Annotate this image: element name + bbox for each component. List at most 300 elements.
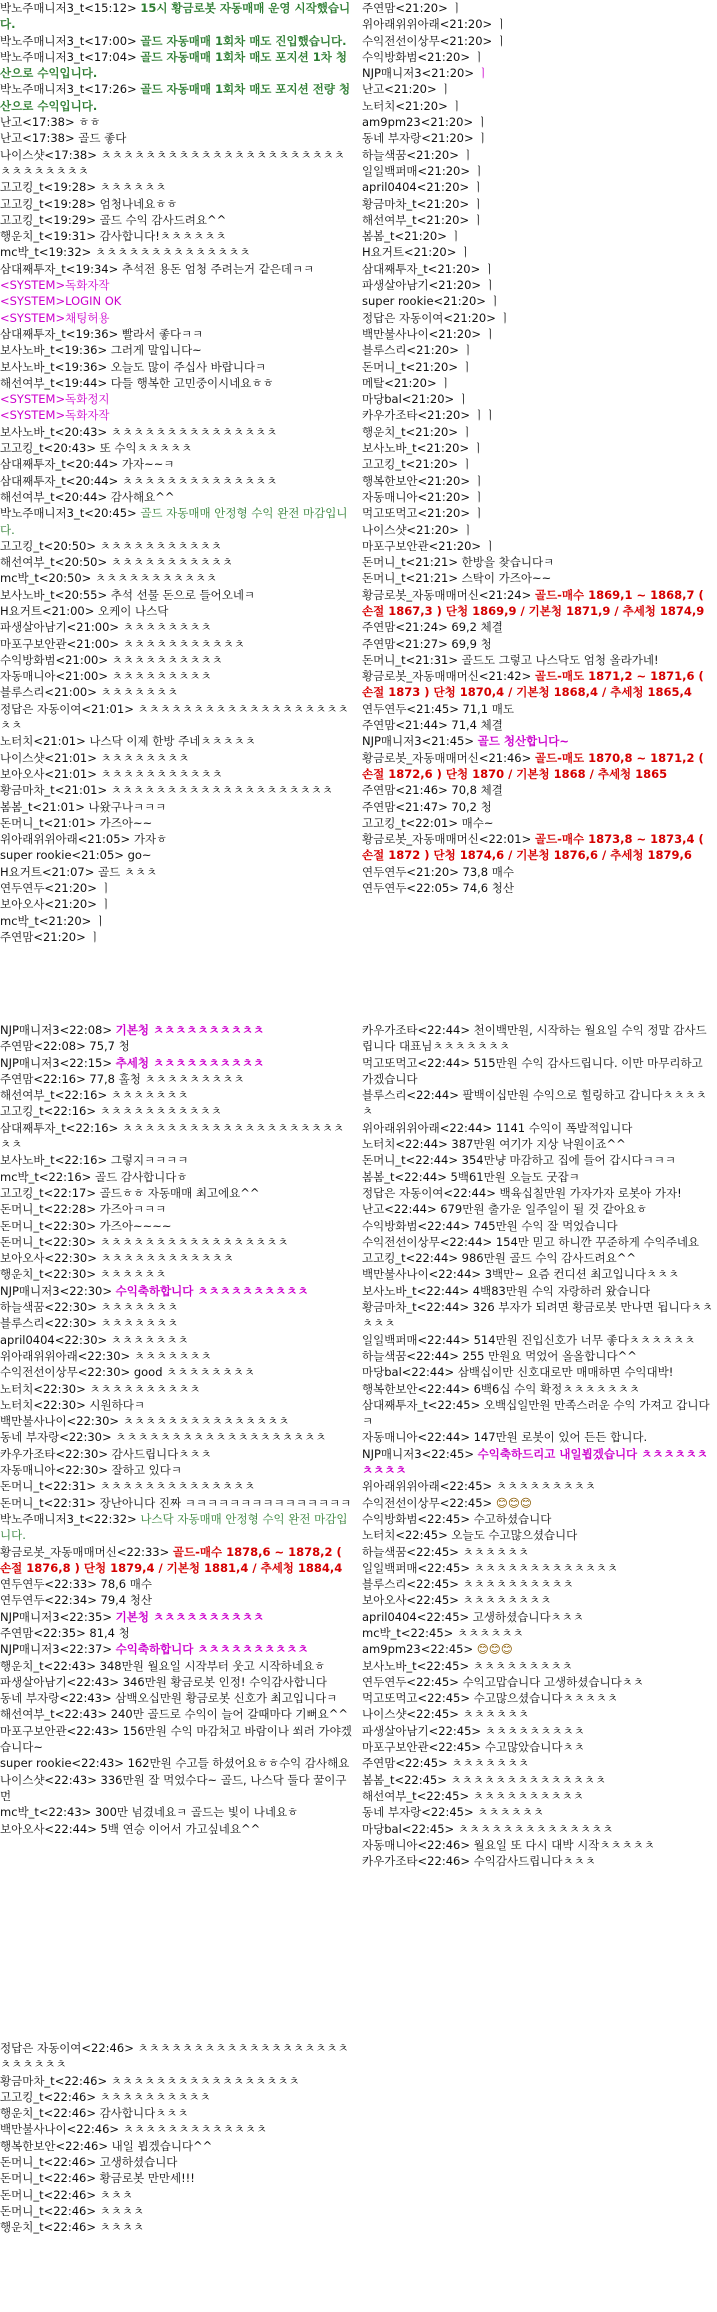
message-sender: 수익방화범<22:44> 745만원 수익 잘 먹었습니다 xyxy=(362,1218,618,1233)
chat-message xyxy=(362,98,714,114)
message-sender: 돈머니_t<21:01> 가즈아~~ xyxy=(0,815,153,830)
message-sender: 난고<21:20> ㅣ xyxy=(362,82,452,97)
message-sender: 돈머니_t<22:46> ㅊㅊㅊㅊ xyxy=(0,2203,145,2218)
chat-message xyxy=(0,1022,352,1038)
message-sender: 수익전선이상무<21:20> ㅣ xyxy=(362,33,507,48)
message-sender: 노터치<22:44> 387만원 여기가 지상 낙원이죠^^ xyxy=(362,1137,626,1152)
message-sender: 나이스샷<22:45> ㅊㅊㅊㅊㅊㅊ xyxy=(362,1707,530,1722)
chat-message xyxy=(0,1087,352,1103)
message-sender: 나이스샷<17:38> ㅊㅊㅊㅊㅊㅊㅊㅊㅊㅊㅊㅊㅊㅊㅊㅊㅊㅊㅊㅊㅊㅊㅊㅊㅊㅊㅊㅊㅊㅊ xyxy=(0,147,345,178)
message-sender: 나이스샷<21:01> ㅊㅊㅊㅊㅊㅊㅊㅊ xyxy=(0,750,190,765)
chat-message xyxy=(362,1478,714,1494)
chat-message xyxy=(0,1364,352,1380)
message-sender: 돈머니_t<22:31> ㅊㅊㅊㅊㅊㅊㅊㅊㅊㅊㅊㅊㅊㅊ xyxy=(0,1479,256,1494)
message-sender: 연두연두<21:45> 71,1 매도 xyxy=(362,701,514,716)
message-sender: 고고킹_t<19:29> 골드 수익 감사드려요^^ xyxy=(0,212,227,227)
message-sender: 마당bal<22:45> ㅊㅊㅊㅊㅊㅊㅊㅊㅊㅊㅊㅊㅊㅊ xyxy=(362,1821,614,1836)
chat-message xyxy=(362,880,714,896)
chat-message xyxy=(362,1364,714,1380)
chat-message xyxy=(0,1804,352,1820)
message-sender: mc박_t<22:16> 골드 감사합니다ㅎ xyxy=(0,1169,188,1184)
chat-message xyxy=(0,2187,352,2203)
chat-message xyxy=(0,1625,352,1641)
chat-message xyxy=(362,130,714,146)
chat-message xyxy=(362,244,714,260)
message-text: 골드-매수 1869,1 ~ 1868,7 ( 손절 1867,3 ) 단청 1869,9 / 기본청 1871,9 / 추세청 1874,9 xyxy=(362,587,708,618)
chat-message xyxy=(0,0,352,33)
message-sender: april0404<22:45> 고생하셨습니다ㅊㅊㅊ xyxy=(362,1609,584,1624)
message-text: 수익축하합니다 ㅊㅊㅊㅊㅊㅊㅊㅊㅊㅊ xyxy=(115,1642,309,1657)
message-sender: 고고킹_t<19:28> 엄청나네요ㅎㅎ xyxy=(0,196,178,211)
message-sender: 연두연두<22:34> 79,4 청산 xyxy=(0,1593,152,1608)
chat-message xyxy=(0,1544,352,1577)
message-sender: 연두연두<21:20> 73,8 매수 xyxy=(362,864,514,879)
message-sender: 난고<17:38> 골드 좋다 xyxy=(0,131,127,146)
message-sender: 해선여부_t<22:45> ㅊㅊㅊㅊㅊㅊㅊㅊㅊㅊ xyxy=(362,1788,584,1803)
chat-message xyxy=(362,1804,714,1820)
message-sender: 먹고또먹고<21:20> ㅣ xyxy=(362,506,485,521)
message-sender: 일일백퍼매<21:20> ㅣ xyxy=(362,163,485,178)
chat-message xyxy=(362,277,714,293)
message-sender: 연두연두<22:05> 74,6 청산 xyxy=(362,881,514,896)
chat-message xyxy=(362,391,714,407)
message-sender: 위아래위위아래<22:45> ㅊㅊㅊㅊㅊㅊㅊㅊㅊ xyxy=(362,1479,596,1494)
chat-message xyxy=(0,1706,352,1722)
message-sender: 노터치<22:30> 시원하다ㅋ xyxy=(0,1397,145,1412)
chat-message xyxy=(362,538,714,554)
chat-message xyxy=(0,2105,352,2121)
message-sender: 고고킹_t<22:46> ㅊㅊㅊㅊㅊㅊㅊㅊㅊㅊ xyxy=(0,2089,211,2104)
message-sender: mc박_t<19:32> ㅊㅊㅊㅊㅊㅊㅊㅊㅊㅊㅊㅊㅊㅊ xyxy=(0,245,251,260)
message-sender: <SYSTEM>채팅허용 xyxy=(0,310,110,325)
message-sender: 보아오사<21:01> ㅊㅊㅊㅊㅊㅊㅊㅊㅊㅊㅊ xyxy=(0,766,223,781)
message-sender: 노터치<21:20> ㅣ xyxy=(362,98,463,113)
chat-message xyxy=(362,147,714,163)
chat-message xyxy=(362,733,714,749)
message-sender: 고고킹_t<19:28> ㅊㅊㅊㅊㅊㅊ xyxy=(0,180,167,195)
message-sender: 먹고또먹고<22:44> 515만원 수익 감사드립니다. 이만 마무리하고 가겠습니다 xyxy=(362,1055,707,1086)
chat-message xyxy=(0,1755,352,1771)
message-sender: 행운치_t<22:46> ㅊㅊㅊㅊ xyxy=(0,2220,145,2235)
message-sender: H요거트<21:20> ㅣ xyxy=(362,245,472,260)
chat-message xyxy=(0,440,352,456)
chat-message xyxy=(0,799,352,815)
chat-log-5 xyxy=(0,2040,352,2236)
chat-message xyxy=(0,1609,352,1625)
message-sender: 박노주매니저3_t<17:04> xyxy=(0,49,141,64)
message-sender: 주연맘<21:20> ㅣ xyxy=(362,1,463,15)
chat-message xyxy=(362,1837,714,1853)
chat-message xyxy=(362,1201,714,1217)
message-sender: 보사노바_t<22:44> 4백83만원 수익 자랑하러 왔습니다 xyxy=(362,1283,651,1298)
message-sender: 황금로봇_자동매매머신<22:33> xyxy=(0,1544,173,1559)
message-sender: 보사노바_t<22:45> ㅊㅊㅊㅊㅊㅊㅊㅊㅊ xyxy=(362,1658,573,1673)
message-sender: 돈머니_t<21:20> ㅣ xyxy=(362,359,473,374)
chat-message xyxy=(362,505,714,521)
message-sender: 돈머니_t<22:30> 가즈아~~~~ xyxy=(0,1218,172,1233)
message-sender: 정답은 자동이여<22:44> 백육십칠만원 가자가자 로봇아 가자! xyxy=(362,1185,682,1200)
message-sender: 황금마차_t<22:46> ㅊㅊㅊㅊㅊㅊㅊㅊㅊㅊㅊㅊㅊㅊㅊㅊㅊ xyxy=(0,2073,300,2088)
chat-message xyxy=(0,1169,352,1185)
chat-message xyxy=(362,114,714,130)
message-sender: 백만불사나이<22:46> ㅊㅊㅊㅊㅊㅊㅊㅊㅊㅊㅊㅊㅊ xyxy=(0,2122,268,2137)
message-sender: 봄봄_t<21:20> ㅣ xyxy=(362,229,462,244)
message-sender: 자동매니아<21:00> ㅊㅊㅊㅊㅊㅊㅊㅊㅊ xyxy=(0,669,212,684)
chat-message xyxy=(0,831,352,847)
chat-message xyxy=(362,782,714,798)
chat-message xyxy=(0,929,352,945)
message-sender: 자동매니아<21:20> ㅣ xyxy=(362,489,485,504)
message-sender: 주연맘<21:24> 69,2 체결 xyxy=(362,620,503,635)
chat-message xyxy=(362,1185,714,1201)
chat-message xyxy=(0,1413,352,1429)
message-sender: 난고<22:44> 679만원 출가운 일주일이 될 것 같아요ㅎ xyxy=(362,1202,648,1217)
chat-message xyxy=(362,750,714,783)
message-sender: 박노주매니저3_t<15:12> xyxy=(0,1,141,15)
chat-message xyxy=(0,1218,352,1234)
chat-message xyxy=(362,815,714,831)
message-sender: NJP매니저3<22:45> xyxy=(362,1446,478,1461)
chat-message xyxy=(362,652,714,668)
message-sender: 황금마차_t<21:01> ㅊㅊㅊㅊㅊㅊㅊㅊㅊㅊㅊㅊㅊㅊㅊㅊㅊㅊㅊㅊ xyxy=(0,783,333,798)
message-sender: <SYSTEM>LOGIN OK xyxy=(0,294,122,309)
chat-message xyxy=(362,1641,714,1657)
chat-message xyxy=(362,587,714,620)
chat-message xyxy=(362,473,714,489)
message-sender: 보사노바_t<22:16> 그렇지ㅋㅋㅋㅋ xyxy=(0,1153,189,1168)
message-sender: NJP매니저3<21:20> xyxy=(362,66,478,81)
message-sender: 보사노바_t<20:43> ㅊㅊㅊㅊㅊㅊㅊㅊㅊㅊㅊㅊㅊㅊㅊ xyxy=(0,424,278,439)
message-sender: 보사노바_t<20:55> 추석 선물 돈으로 들어오네ㅋ xyxy=(0,587,256,602)
message-sender: 카우가조타<22:30> 감사드립니다ㅊㅊㅊ xyxy=(0,1446,212,1461)
chat-message xyxy=(0,424,352,440)
chat-message xyxy=(0,1332,352,1348)
message-sender: 파생살아남기<21:00> ㅊㅊㅊㅊㅊㅊㅊㅊ xyxy=(0,620,212,635)
chat-message xyxy=(362,261,714,277)
message-sender: 마당bal<21:20> ㅣ xyxy=(362,392,469,407)
message-sender: 블루스리<21:20> ㅣ xyxy=(362,343,474,358)
chat-message xyxy=(0,668,352,684)
message-sender: 고고킹_t<22:44> 986만원 골드 수익 감사드려요^^ xyxy=(362,1251,637,1266)
chat-message xyxy=(362,407,714,423)
message-sender: 보아오사<21:20> ㅣ xyxy=(0,897,112,912)
chat-message xyxy=(362,1723,714,1739)
chat-log-2 xyxy=(362,0,714,896)
message-sender: 주연맘<22:35> 81,4 청 xyxy=(0,1625,130,1640)
message-sender: 위아래위위아래<22:30> ㅊㅊㅊㅊㅊㅊㅊ xyxy=(0,1348,212,1363)
chat-message xyxy=(362,864,714,880)
message-sender: 행운치_t<22:43> 348만원 월요일 시작부터 웃고 시작하네요ㅎ xyxy=(0,1658,326,1673)
chat-message xyxy=(0,391,352,407)
chat-message xyxy=(0,2219,352,2235)
message-text: 골드-매도 1870,8 ~ 1871,2 ( 손절 1872,6 ) 단청 1870 / 기본청 1868 / 추세청 1865 xyxy=(362,750,708,781)
message-sender: 마포구보안관<21:00> ㅊㅊㅊㅊㅊㅊㅊㅊㅊㅊㅊ xyxy=(0,636,245,651)
message-sender: 황금로봇_자동매매머신<21:46> xyxy=(362,750,535,765)
chat-message xyxy=(362,228,714,244)
chat-message xyxy=(0,636,352,652)
message-sender: 주연맘<21:27> 69,9 청 xyxy=(362,636,492,651)
message-sender: 일일백퍼매<22:44> 514만원 진입신호가 너무 좋다ㅊㅊㅊㅊㅊㅊ xyxy=(362,1332,696,1347)
chat-message xyxy=(0,196,352,212)
chat-message xyxy=(0,750,352,766)
chat-message xyxy=(0,1641,352,1657)
message-sender: 삼대째투자_t<20:44> 가자~~ㅋ xyxy=(0,457,175,472)
message-sender: 고고킹_t<20:50> ㅊㅊㅊㅊㅊㅊㅊㅊㅊㅊㅊ xyxy=(0,538,222,553)
message-sender: 정답은 자동이여<21:01> ㅊㅊㅊㅊㅊㅊㅊㅊㅊㅊㅊㅊㅊㅊㅊㅊㅊㅊㅊㅊㅊ xyxy=(0,701,349,733)
chat-message xyxy=(362,65,714,81)
chat-message xyxy=(362,831,714,864)
message-sender: april0404<22:30> ㅊㅊㅊㅊㅊㅊㅊ xyxy=(0,1332,189,1347)
chat-message xyxy=(362,375,714,391)
message-sender: 고고킹_t<21:20> ㅣ xyxy=(362,457,473,472)
chat-message xyxy=(362,342,714,358)
chat-message xyxy=(0,359,352,375)
chat-message xyxy=(0,1495,352,1511)
message-text: 기본청 ㅊㅊㅊㅊㅊㅊㅊㅊㅊㅊ xyxy=(115,1609,265,1624)
chat-message xyxy=(362,33,714,49)
message-sender: <SYSTEM>독화정지 xyxy=(0,392,110,407)
message-sender: 주연맘<22:16> 77,8 홀청 ㅊㅊㅊㅊㅊㅊㅊㅊㅊ xyxy=(0,1071,245,1086)
message-sender: 블루스리<22:45> ㅊㅊㅊㅊㅊㅊㅊㅊㅊㅊ xyxy=(362,1577,574,1592)
message-sender: 돈머니_t<22:31> 장난아니다 진짜 ㅋㅋㅋㅋㅋㅋㅋㅋㅋㅋㅋㅋㅋㅋㅋ xyxy=(0,1495,352,1510)
chat-message xyxy=(362,1381,714,1397)
message-sender: 삼대째투자_t<22:16> ㅊㅊㅊㅊㅊㅊㅊㅊㅊㅊㅊㅊㅊㅊㅊㅊㅊㅊㅊㅊㅊㅊ xyxy=(0,1120,345,1152)
chat-message xyxy=(0,1038,352,1054)
chat-message xyxy=(362,179,714,195)
chat-message xyxy=(362,456,714,472)
chat-message xyxy=(0,2170,352,2186)
chat-message xyxy=(362,0,714,16)
chat-message xyxy=(0,587,352,603)
chat-message xyxy=(0,1234,352,1250)
chat-message xyxy=(0,815,352,831)
message-sender: mc박_t<22:45> ㅊㅊㅊㅊㅊㅊ xyxy=(362,1625,524,1640)
chat-message xyxy=(0,244,352,260)
chat-message xyxy=(362,1658,714,1674)
message-sender: 수익전선이상무<22:45> xyxy=(362,1495,496,1510)
chat-message xyxy=(0,2203,352,2219)
message-sender: 일일백퍼매<22:45> ㅊㅊㅊㅊㅊㅊㅊㅊㅊㅊㅊㅊㅊ xyxy=(362,1560,619,1575)
message-sender: 돈머니_t<21:31> 골드도 그렇고 나스닥도 엄청 올라가네! xyxy=(362,652,659,667)
chat-message xyxy=(0,293,352,309)
message-sender: 해선여부_t<21:20> ㅣ xyxy=(362,212,484,227)
message-sender: <SYSTEM>독화자작 xyxy=(0,408,110,423)
chat-message xyxy=(362,1544,714,1560)
message-sender: 황금마차_t<21:20> ㅣ xyxy=(362,196,484,211)
message-sender: 수익방화범<21:20> ㅣ xyxy=(362,49,485,64)
message-text: 골드 자동매매 1회차 매도 포지션 전량 청산으로 수익입니다. xyxy=(0,82,351,113)
chat-message xyxy=(362,359,714,375)
chat-log-1 xyxy=(0,0,352,945)
chat-message xyxy=(362,81,714,97)
chat-message xyxy=(0,1299,352,1315)
message-sender: 보아오사<22:30> ㅊㅊㅊㅊㅊㅊㅊㅊㅊㅊㅊㅊ xyxy=(0,1251,234,1266)
message-sender: 박노주매니저3_t<17:26> xyxy=(0,82,141,97)
message-sender: 황금로봇_자동매매머신<21:24> xyxy=(362,587,535,602)
message-sender: NJP매니저3<22:35> xyxy=(0,1609,116,1624)
chat-message xyxy=(0,473,352,489)
chat-message xyxy=(362,196,714,212)
chat-message xyxy=(0,1315,352,1331)
chat-message xyxy=(0,1429,352,1445)
chat-message xyxy=(362,1332,714,1348)
chat-message xyxy=(0,1266,352,1282)
message-sender: 보사노바_t<19:36> 오늘도 많이 주십사 바랍니다ㅋ xyxy=(0,359,267,374)
message-sender: NJP매니저3<21:45> xyxy=(362,734,478,749)
message-sender: NJP매니저3<22:37> xyxy=(0,1642,116,1657)
message-sender: 고고킹_t<22:01> 매수~ xyxy=(362,815,494,830)
chat-message xyxy=(0,880,352,896)
message-sender: 고고킹_t<22:17> 골드ㅎㅎ 자동매매 최고에요^^ xyxy=(0,1185,260,1200)
message-sender: 행운치_t<22:30> ㅊㅊㅊㅊㅊㅊ xyxy=(0,1267,167,1282)
message-sender: 카우가조타<21:20> ㅣㅣ xyxy=(362,408,496,423)
chat-message xyxy=(0,2073,352,2089)
message-sender: 블루스리<22:30> ㅊㅊㅊㅊㅊㅊㅊ xyxy=(0,1316,179,1331)
message-sender: 행운치_t<21:20> ㅣ xyxy=(362,424,473,439)
message-sender: 메탈<21:20> ㅣ xyxy=(362,375,452,390)
chat-message xyxy=(362,310,714,326)
message-sender: 파생살아남기<22:45> ㅊㅊㅊㅊㅊㅊㅊㅊㅊ xyxy=(362,1723,585,1738)
message-sender: 삼대째투자_t<21:20> ㅣ xyxy=(362,261,495,276)
message-sender: 카우가조타<22:44> 천이백만원, 시작하는 월요일 수익 정말 감사드립니다 대표님ㅊㅊㅊㅊㅊㅊㅊ xyxy=(362,1023,707,1054)
chat-message xyxy=(0,375,352,391)
message-sender: 하늘색꿈<21:20> ㅣ xyxy=(362,147,474,162)
chat-message xyxy=(0,538,352,554)
message-sender: 고고킹_t<20:43> 또 수익ㅊㅊㅊㅊㅊ xyxy=(0,441,193,456)
message-sender: 돈머니_t<22:46> ㅊㅊㅊ xyxy=(0,2187,133,2202)
chat-message xyxy=(362,1234,714,1250)
message-sender: 나이스샷<21:20> ㅣ xyxy=(362,522,474,537)
chat-message xyxy=(0,1120,352,1153)
chat-message xyxy=(362,440,714,456)
chat-message xyxy=(362,1592,714,1608)
message-sender: 봄봄_t<22:44> 5백61만원 오늘도 굿잡ㅋ xyxy=(362,1169,580,1184)
chat-message xyxy=(0,603,352,619)
message-sender: 주연맘<21:46> 70,8 체결 xyxy=(362,783,503,798)
chat-message xyxy=(362,1397,714,1430)
chat-message xyxy=(0,896,352,912)
message-sender: 연두연두<22:45> 수익고맙습니다 고생하셨습니다ㅊㅊ xyxy=(362,1674,644,1689)
chat-message xyxy=(362,1511,714,1527)
message-sender: 삼대째투자_t<22:45> 오백십일만원 만족스러운 수익 가져고 갑니다ㅋ xyxy=(362,1397,710,1429)
chat-message xyxy=(362,1690,714,1706)
message-sender: 보사노바_t<19:36> 그러게 말입니다~ xyxy=(0,343,202,358)
message-sender: 행복한보안<21:20> ㅣ xyxy=(362,473,485,488)
chat-message xyxy=(362,1152,714,1168)
chat-message xyxy=(0,1690,352,1706)
message-sender: 황금로봇_자동매매머신<22:01> xyxy=(362,832,535,847)
message-sender: mc박_t<22:43> 300만 넘겼네요ㅋ 골드는 빛이 나네요ㅎ xyxy=(0,1805,299,1820)
message-sender: 마당bal<22:44> 삼백십이만 신호대로만 매매하면 수익대박! xyxy=(362,1365,674,1380)
chat-message xyxy=(0,1446,352,1462)
chat-message xyxy=(362,16,714,32)
message-sender: 파생살아남기<22:43> 346만원 황금로봇 인정! 수익감사합니다 xyxy=(0,1674,327,1689)
chat-log-3 xyxy=(0,1022,352,1837)
message-sender: super rookie<21:20> ㅣ xyxy=(362,294,501,309)
chat-message xyxy=(0,277,352,293)
message-sender: 노터치<22:30> ㅊㅊㅊㅊㅊㅊㅊㅊㅊㅊ xyxy=(0,1381,201,1396)
chat-message xyxy=(362,1821,714,1837)
chat-message xyxy=(0,2121,352,2137)
chat-message xyxy=(0,733,352,749)
message-sender: 돈머니_t<22:30> ㅊㅊㅊㅊㅊㅊㅊㅊㅊㅊㅊㅊㅊㅊㅊㅊㅊ xyxy=(0,1234,289,1249)
chat-message xyxy=(362,1772,714,1788)
chat-message xyxy=(0,310,352,326)
chat-message xyxy=(0,2089,352,2105)
message-sender: 마포구보안관<21:20> ㅣ xyxy=(362,538,496,553)
message-sender: NJP매니저3<22:15> xyxy=(0,1055,116,1070)
message-text: 수익축하합니다 ㅊㅊㅊㅊㅊㅊㅊㅊㅊㅊ xyxy=(115,1283,309,1298)
chat-message xyxy=(362,1266,714,1282)
message-sender: 보아오사<22:45> ㅊㅊㅊㅊㅊㅊㅊㅊ xyxy=(362,1593,552,1608)
chat-message xyxy=(362,1022,714,1055)
chat-message xyxy=(0,1511,352,1544)
chat-message xyxy=(362,717,714,733)
message-sender: 봄봄_t<22:45> ㅊㅊㅊㅊㅊㅊㅊㅊㅊㅊㅊㅊㅊㅊ xyxy=(362,1772,607,1787)
chat-message xyxy=(362,293,714,309)
message-sender: 주연맘<22:45> ㅊㅊㅊㅊㅊㅊㅊ xyxy=(362,1756,530,1771)
message-sender: 돈머니_t<21:21> 한방을 찾습니다ㅋ xyxy=(362,555,555,570)
message-sender: 연두연두<21:20> ㅣ xyxy=(0,881,112,896)
chat-message xyxy=(362,1429,714,1445)
chat-message xyxy=(362,1625,714,1641)
message-sender: 돈머니_t<22:46> 황금로봇 만만세!!! xyxy=(0,2171,195,2186)
message-sender: 위아래위위아래<22:44> 1141 수익이 폭발적입니다 xyxy=(362,1120,633,1135)
message-sender: 돈머니_t<22:46> 고생하셨습니다 xyxy=(0,2155,178,2170)
chat-message xyxy=(0,684,352,700)
message-sender: H요거트<21:07> 골드 ㅊㅊㅊ xyxy=(0,864,158,879)
message-text: 골드 자동매매 1회차 매도 진입했습니다. xyxy=(140,33,347,48)
message-sender: <SYSTEM>독화자작 xyxy=(0,278,110,293)
chat-message xyxy=(0,1462,352,1478)
chat-message xyxy=(0,1592,352,1608)
message-sender: 나이스샷<22:43> 336만원 잘 먹었수다~ 골드, 나스닥 둘다 꿀이구먼 xyxy=(0,1772,347,1803)
chat-message xyxy=(0,2154,352,2170)
message-sender: 황금마차_t<22:44> 326 부자가 되려면 황금로봇 만나면 됩니다ㅊㅊㅊㅊㅊ xyxy=(362,1300,713,1331)
chat-message xyxy=(362,1348,714,1364)
message-sender: 자동매니아<22:30> 잘하고 있다ㅋ xyxy=(0,1463,182,1478)
message-sender: 연두연두<22:33> 78,6 매수 xyxy=(0,1577,152,1592)
message-sender: mc박_t<21:20> ㅣ xyxy=(0,913,107,928)
chat-message xyxy=(0,342,352,358)
message-sender: mc박_t<20:50> ㅊㅊㅊㅊㅊㅊㅊㅊㅊㅊㅊ xyxy=(0,571,218,586)
message-sender: 백만불사나이<21:20> ㅣ xyxy=(362,326,496,341)
message-text: 😊😊😊 xyxy=(476,1642,513,1657)
message-sender: 노터치<22:45> 오늘도 수고많으셨습니다 xyxy=(362,1528,578,1543)
message-text: ㅣ xyxy=(477,66,489,81)
message-text: 나스닥 자동매매 안정형 수익 완전 마감입니다. xyxy=(0,1511,348,1543)
chat-message xyxy=(362,1609,714,1625)
chat-message xyxy=(0,407,352,423)
message-sender: 난고<17:38> ㅎㅎ xyxy=(0,115,101,130)
chat-message xyxy=(362,163,714,179)
chat-message xyxy=(362,489,714,505)
message-sender: 행복한보안<22:46> 내일 뵙겠습니다^^ xyxy=(0,2138,213,2153)
message-sender: 해선여부_t<20:44> 감사해요^^ xyxy=(0,489,175,504)
chat-message xyxy=(0,147,352,180)
message-sender: 행운치_t<19:31> 감사합니다!ㅊㅊㅊㅊㅊㅊ xyxy=(0,229,227,244)
chat-message xyxy=(0,1821,352,1837)
chat-message xyxy=(0,1658,352,1674)
chat-message xyxy=(362,1527,714,1543)
chat-message xyxy=(362,1169,714,1185)
chat-message xyxy=(0,114,352,130)
message-sender: 주연맘<22:08> 75,7 청 xyxy=(0,1039,130,1054)
chat-message xyxy=(0,505,352,538)
message-sender: 보아오사<22:44> 5백 연승 이어서 가고싶네요^^ xyxy=(0,1821,261,1836)
message-sender: 돈머니_t<21:21> 스탁이 가즈아~~ xyxy=(362,571,552,586)
chat-message xyxy=(362,424,714,440)
